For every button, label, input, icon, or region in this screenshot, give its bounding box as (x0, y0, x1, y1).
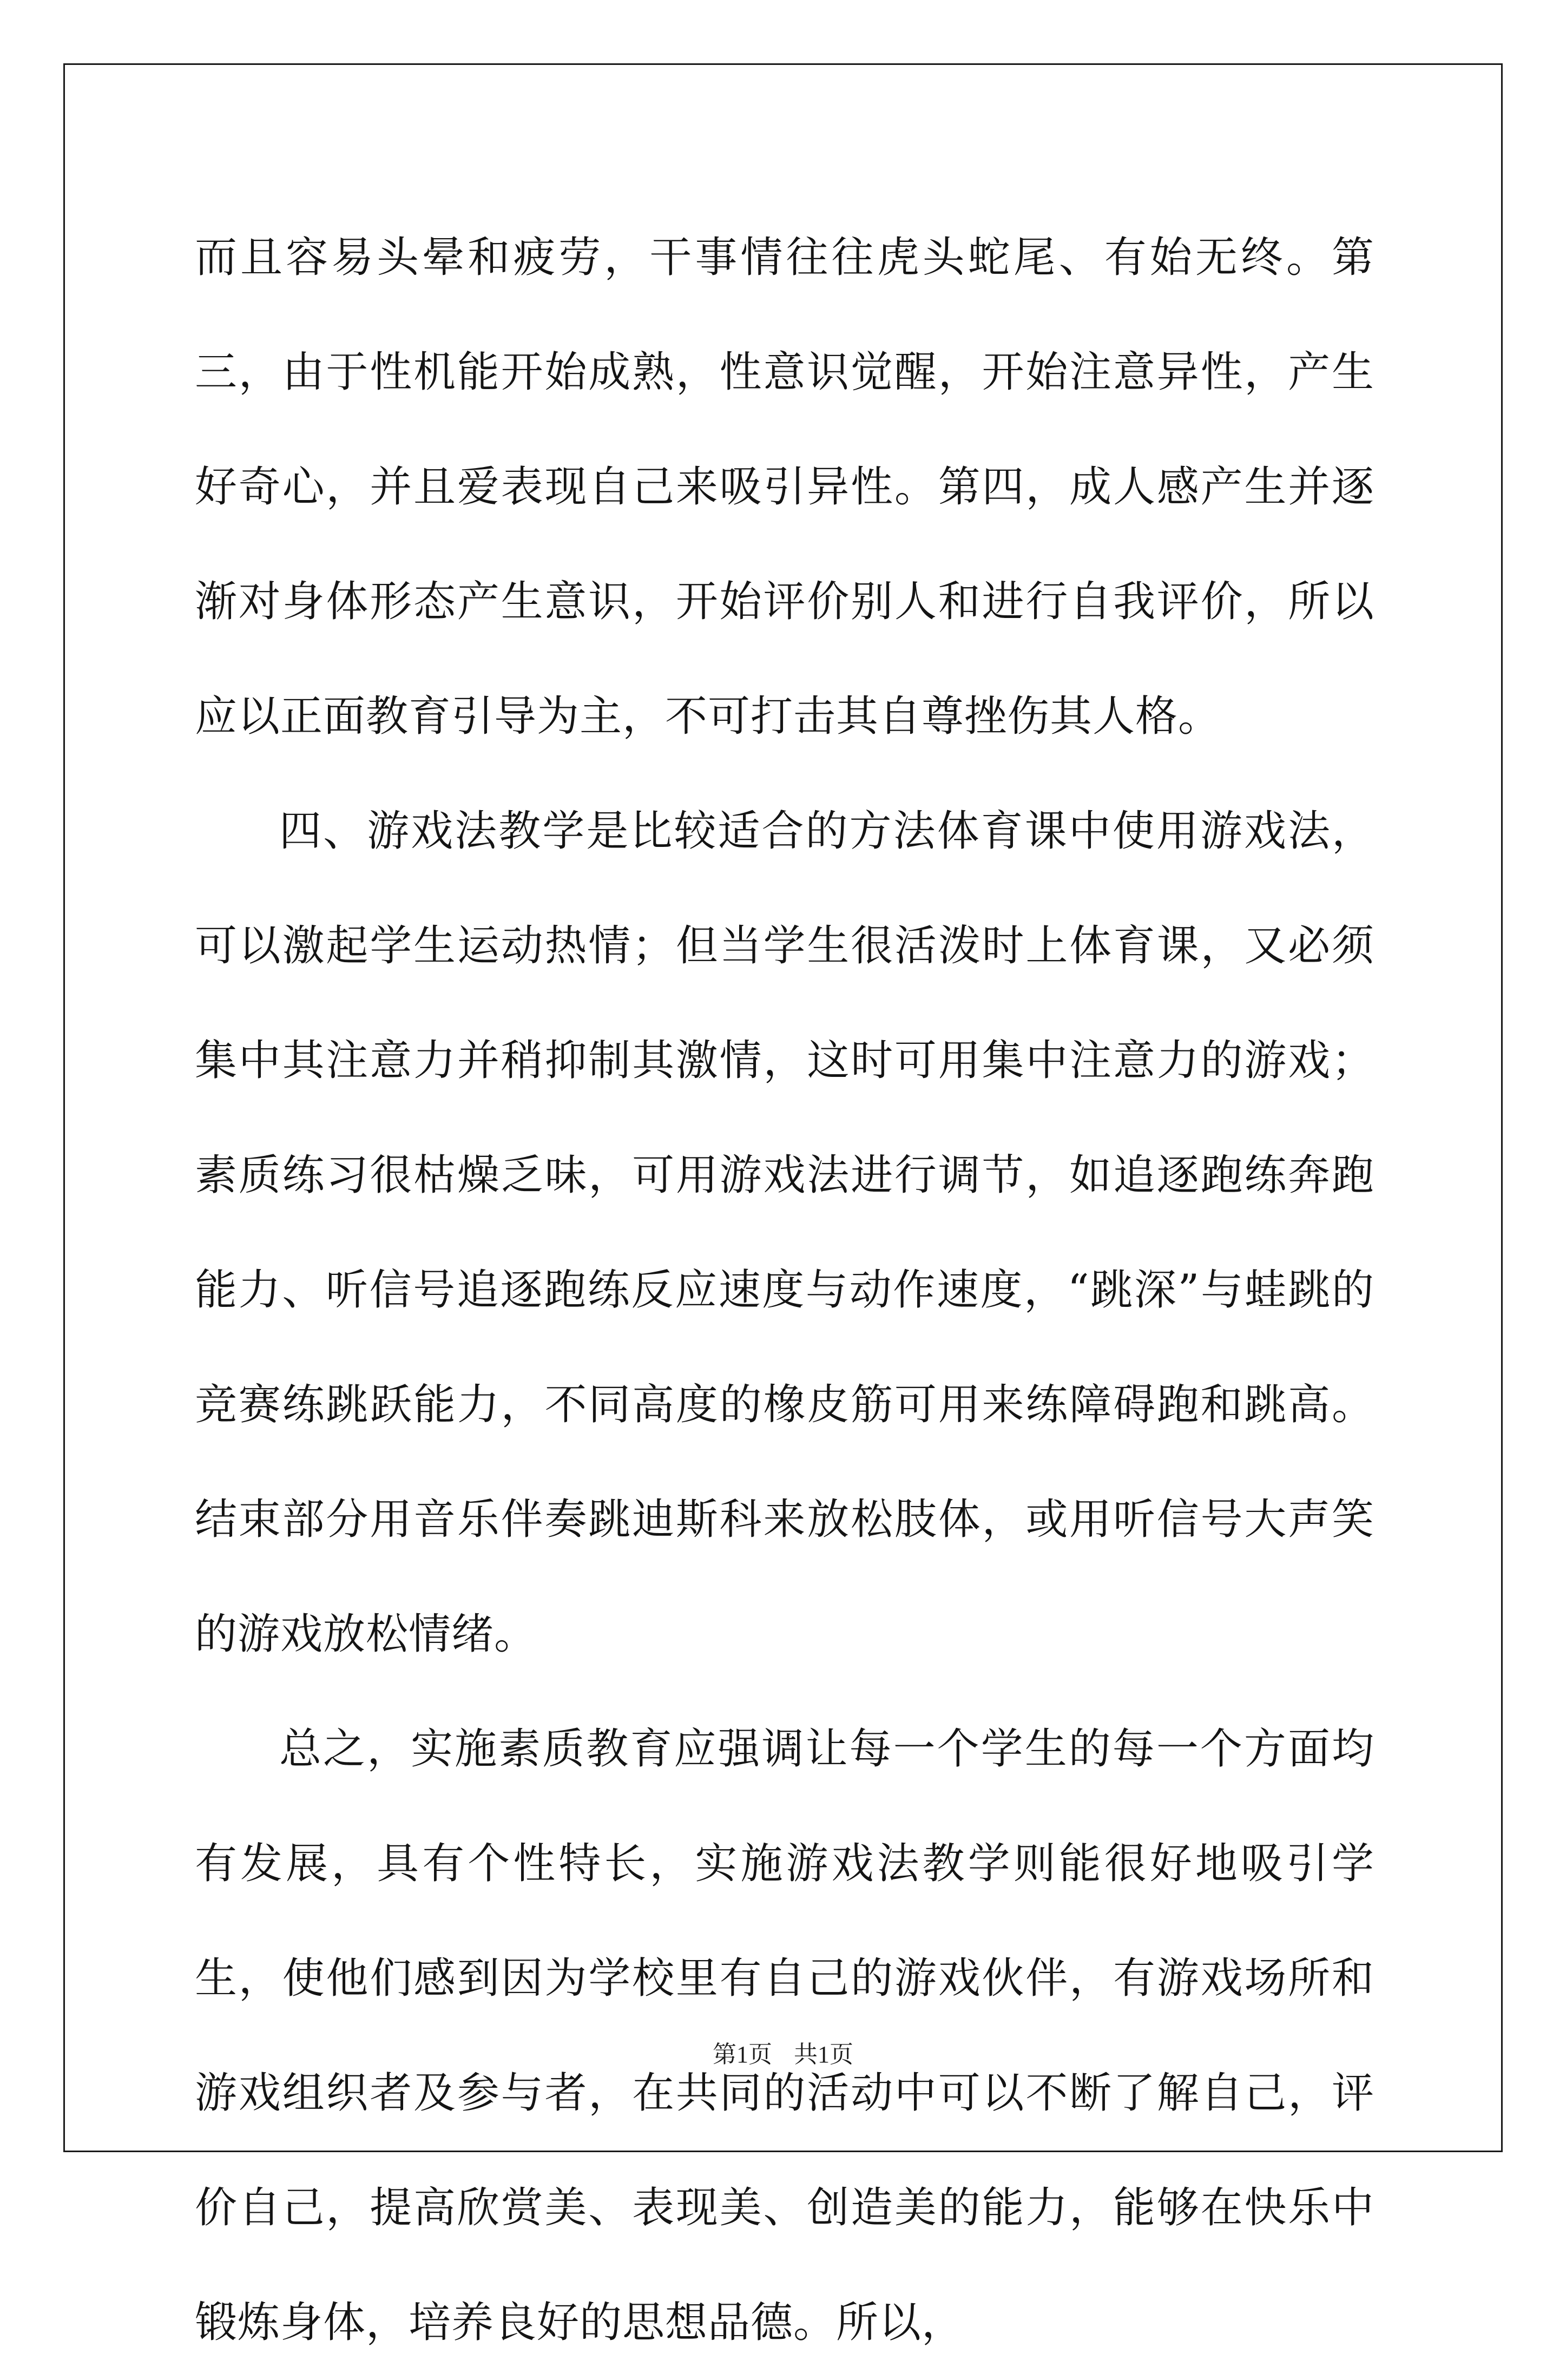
page-total: 共1页 (794, 2041, 853, 2068)
paragraph-2: 四、游戏法教学是比较适合的方法体育课中使用游戏法，可以激起学生运动热情；但当学生很活泼时上体育课，又必须集中其注意力并稍抑制其激情，这时可用集中注意力的游戏；素质练习很枯燥乏味，可用游戏法进行调节，如追逐跑练奔跑能力、听信号追逐跑练反应速度与动作速度，“跳深”与蛙跳的竞赛练跳跃能力，不同高度的橡皮筋可用来练障碍跑和跳高。结束部分用音乐伴奏跳迪斯科来放松肢体，或用听信号大声笑的游戏放松情绪。 (195, 807, 1374, 1659)
paragraph-3: 总之，实施素质教育应强调让每一个学生的每一个方面均有发展，具有个性特长，实施游戏法教学则能很好地吸引学生，使他们感到因为学校里有自己的游戏伙伴，有游戏场所和游戏组织者及参与者，在共同的活动中可以不断了解自己，评价自己，提高欣赏美、表现美、创造美的能力，能够在快乐中锻炼身体，培养良好的思想品德。所以， (195, 1725, 1374, 2347)
page-number: 第1页 (713, 2041, 772, 2068)
page-footer (0, 2035, 1566, 2069)
paragraph-1: 而且容易头晕和疲劳，干事情往往虎头蛇尾、有始无终。第三，由于性机能开始成熟，性意识觉醒，开始注意异性，产生好奇心，并且爱表现自己来吸引异性。第四，成人感产生并逐渐对身体形态产生意识，开始评价别人和进行自我评价，所以应以正面教育引导为主，不可打击其自尊挫伤其人格。 (195, 233, 1374, 741)
